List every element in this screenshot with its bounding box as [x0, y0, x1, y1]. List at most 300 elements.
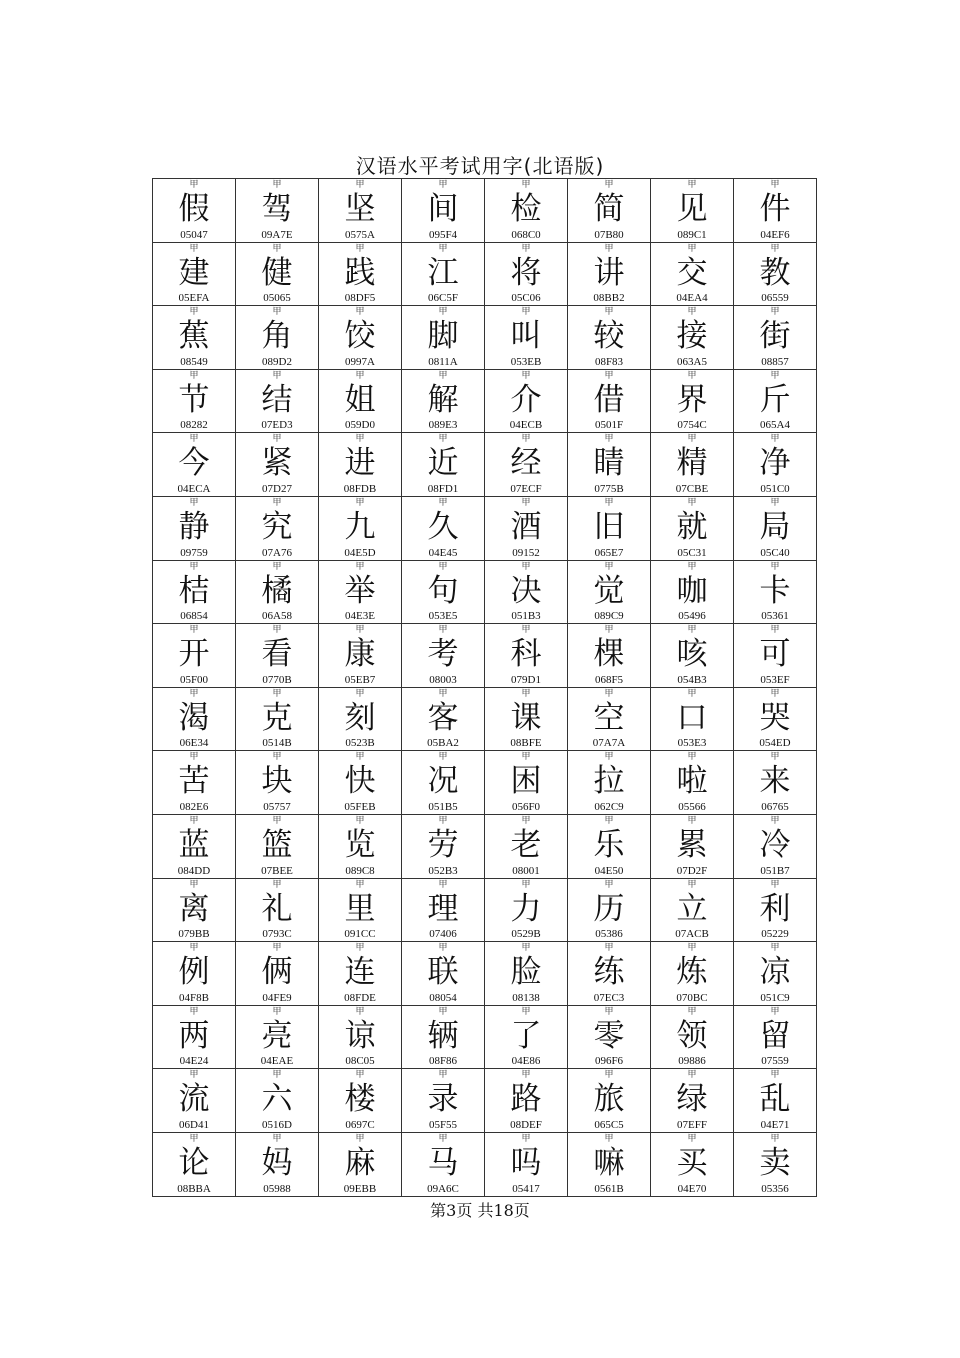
unicode-code: 05C06 [511, 292, 541, 305]
hanzi-character: 乱 [759, 1081, 791, 1118]
character-cell-content [402, 433, 484, 496]
character-cell-content [568, 879, 650, 942]
character-cell [485, 496, 568, 560]
character-cell-content [651, 688, 733, 751]
unicode-code: 0575A [345, 228, 375, 241]
hanzi-character: 况 [427, 763, 459, 800]
unicode-code: 08054 [429, 991, 457, 1004]
unicode-code: 0697C [345, 1118, 375, 1131]
character-cell-content [402, 751, 484, 814]
character-cell [402, 1069, 485, 1133]
level-mark: 甲 [604, 180, 614, 190]
table-row [153, 814, 817, 878]
character-cell [236, 814, 319, 878]
unicode-code: 07BEE [261, 864, 293, 877]
character-cell [485, 1005, 568, 1069]
character-cell [402, 942, 485, 1006]
unicode-code: 04E24 [179, 1055, 209, 1068]
unicode-code: 08DF5 [344, 292, 376, 305]
character-cell-content [734, 688, 816, 751]
character-cell [651, 1132, 734, 1196]
character-cell [153, 1069, 236, 1133]
character-cell-content [651, 370, 733, 433]
level-mark: 甲 [189, 1070, 199, 1081]
unicode-code: 08001 [512, 864, 540, 877]
character-cell [568, 560, 651, 624]
table-row [153, 242, 817, 306]
character-cell-content [236, 879, 318, 942]
character-cell-content [402, 942, 484, 1005]
level-mark: 甲 [189, 1006, 199, 1017]
character-cell [568, 1132, 651, 1196]
character-cell-content [319, 561, 401, 624]
level-mark: 甲 [521, 879, 531, 890]
character-cell-content [402, 179, 484, 242]
level-mark: 甲 [687, 370, 697, 381]
unicode-code: 079BB [178, 928, 210, 941]
level-mark: 甲 [521, 497, 531, 508]
character-cell-content [734, 243, 816, 306]
hanzi-character: 卡 [759, 572, 791, 609]
unicode-code: 08857 [761, 355, 789, 368]
character-cell [236, 1005, 319, 1069]
character-cell-content [153, 179, 235, 242]
character-cell-content [651, 624, 733, 687]
level-mark: 甲 [770, 307, 780, 318]
hanzi-character: 酒 [510, 508, 542, 545]
character-cell [734, 560, 817, 624]
level-mark: 甲 [687, 434, 697, 445]
character-cell-content [568, 370, 650, 433]
character-cell-content [236, 1069, 318, 1132]
hanzi-character: 亮 [261, 1017, 293, 1054]
character-cell-content [319, 942, 401, 1005]
level-mark: 甲 [687, 1070, 697, 1081]
hanzi-character: 离 [178, 890, 210, 927]
unicode-code: 07ACB [675, 928, 709, 941]
character-cell [568, 433, 651, 497]
hanzi-character: 空 [593, 699, 625, 736]
character-cell-content [402, 1006, 484, 1069]
level-mark: 甲 [521, 1070, 531, 1081]
level-mark: 甲 [438, 752, 448, 763]
level-mark: 甲 [355, 625, 365, 636]
level-mark: 甲 [189, 688, 199, 699]
character-cell [319, 814, 402, 878]
unicode-code: 08FDE [344, 991, 376, 1004]
character-cell [319, 179, 402, 243]
level-mark: 甲 [355, 561, 365, 572]
hanzi-character: 劳 [427, 826, 459, 863]
level-mark: 甲 [272, 1133, 282, 1144]
character-cell-content [402, 624, 484, 687]
unicode-code: 06D41 [179, 1118, 209, 1131]
level-mark: 甲 [521, 625, 531, 636]
character-cell [734, 814, 817, 878]
level-mark: 甲 [272, 625, 282, 636]
level-mark: 甲 [770, 497, 780, 508]
character-cell-content [651, 433, 733, 496]
unicode-code: 051B5 [428, 800, 458, 813]
character-cell-content [153, 751, 235, 814]
hanzi-character: 啦 [676, 763, 708, 800]
character-cell-content [319, 1069, 401, 1132]
character-cell-content [319, 815, 401, 878]
character-cell [734, 1005, 817, 1069]
unicode-code: 05F00 [179, 673, 209, 686]
level-mark: 甲 [189, 561, 199, 572]
character-cell-content [734, 306, 816, 369]
level-mark: 甲 [438, 815, 448, 826]
table-row [153, 751, 817, 815]
hanzi-character: 蓝 [178, 826, 210, 863]
character-cell [651, 624, 734, 688]
hanzi-character: 课 [510, 699, 542, 736]
character-cell [651, 878, 734, 942]
hanzi-character: 姐 [344, 381, 376, 418]
character-cell-content [651, 179, 733, 242]
hanzi-character: 解 [427, 381, 459, 418]
unicode-code: 05417 [512, 1182, 540, 1195]
character-cell-content [153, 497, 235, 560]
unicode-code: 0754C [677, 419, 707, 432]
character-cell [734, 179, 817, 243]
character-cell [485, 624, 568, 688]
level-mark: 甲 [355, 1070, 365, 1081]
unicode-code: 079D1 [511, 673, 541, 686]
character-cell-content [734, 1133, 816, 1196]
character-cell-content [734, 497, 816, 560]
character-cell-content [236, 561, 318, 624]
character-cell-content [485, 1133, 567, 1196]
character-cell-content [485, 243, 567, 306]
unicode-code: 0516D [262, 1118, 292, 1131]
unicode-code: 05988 [263, 1182, 291, 1195]
unicode-code: 05EB7 [344, 673, 376, 686]
level-mark: 甲 [272, 879, 282, 890]
character-cell [651, 306, 734, 370]
character-cell [236, 751, 319, 815]
unicode-code: 052B3 [428, 864, 458, 877]
hanzi-character: 坚 [344, 191, 376, 227]
level-mark: 甲 [189, 370, 199, 381]
unicode-code: 05361 [761, 610, 789, 623]
character-cell [485, 560, 568, 624]
hanzi-character: 见 [676, 191, 708, 227]
hanzi-character: 谅 [344, 1017, 376, 1054]
level-mark: 甲 [604, 815, 614, 826]
level-mark: 甲 [521, 434, 531, 445]
hanzi-character: 九 [344, 508, 376, 545]
character-cell [319, 369, 402, 433]
character-table-body [153, 179, 817, 1197]
character-cell [568, 751, 651, 815]
level-mark: 甲 [355, 943, 365, 954]
character-cell-content [236, 624, 318, 687]
character-cell-content [485, 1069, 567, 1132]
hanzi-character: 件 [759, 191, 791, 227]
character-cell [651, 687, 734, 751]
hanzi-character: 句 [427, 572, 459, 609]
unicode-code: 07ED3 [261, 419, 293, 432]
hanzi-character: 今 [178, 445, 210, 482]
hanzi-character: 教 [759, 254, 791, 291]
hanzi-character: 老 [510, 826, 542, 863]
character-cell [153, 942, 236, 1006]
hanzi-character: 康 [344, 636, 376, 673]
hanzi-character: 桔 [178, 572, 210, 609]
character-cell [568, 814, 651, 878]
level-mark: 甲 [604, 370, 614, 381]
character-cell-content [402, 561, 484, 624]
character-cell-content [485, 751, 567, 814]
table-row [153, 306, 817, 370]
character-cell-content [734, 370, 816, 433]
character-cell-content [319, 751, 401, 814]
character-cell-content [651, 879, 733, 942]
character-cell [734, 1132, 817, 1196]
hanzi-character: 礼 [261, 890, 293, 927]
character-cell [651, 179, 734, 243]
unicode-code: 08138 [512, 991, 540, 1004]
level-mark: 甲 [770, 815, 780, 826]
hanzi-character: 连 [344, 954, 376, 991]
level-mark: 甲 [189, 815, 199, 826]
character-cell-content [651, 1133, 733, 1196]
character-cell-content [568, 942, 650, 1005]
unicode-code: 09A7E [261, 228, 293, 241]
hanzi-character: 举 [344, 572, 376, 609]
character-cell-content [568, 815, 650, 878]
unicode-code: 05229 [761, 928, 789, 941]
level-mark: 甲 [687, 815, 697, 826]
character-cell-content [485, 497, 567, 560]
unicode-code: 059D0 [345, 419, 375, 432]
unicode-code: 08BBA [177, 1182, 211, 1195]
unicode-code: 089C9 [594, 610, 624, 623]
character-cell-content [734, 1069, 816, 1132]
level-mark: 甲 [604, 307, 614, 318]
level-mark: 甲 [604, 243, 614, 254]
character-cell [485, 306, 568, 370]
unicode-code: 0997A [345, 355, 375, 368]
hanzi-character: 饺 [344, 318, 376, 355]
character-cell [734, 878, 817, 942]
character-cell [402, 1005, 485, 1069]
character-cell-content [568, 1006, 650, 1069]
character-cell-content [651, 751, 733, 814]
character-cell-content [319, 433, 401, 496]
hanzi-character: 快 [344, 763, 376, 800]
character-cell [319, 306, 402, 370]
character-cell [734, 751, 817, 815]
hanzi-character: 路 [510, 1081, 542, 1118]
character-cell [734, 687, 817, 751]
unicode-code: 091CC [344, 928, 376, 941]
character-cell-content [734, 879, 816, 942]
level-mark: 甲 [272, 1006, 282, 1017]
character-cell-content [651, 942, 733, 1005]
hanzi-character: 嘛 [593, 1144, 625, 1181]
unicode-code: 0514B [262, 737, 292, 750]
character-cell [485, 1132, 568, 1196]
unicode-code: 051B3 [511, 610, 541, 623]
unicode-code: 053EB [510, 355, 542, 368]
unicode-code: 0775B [594, 482, 624, 495]
character-cell-content [319, 879, 401, 942]
hanzi-character: 界 [676, 381, 708, 418]
unicode-code: 08DEF [510, 1118, 542, 1131]
character-cell-content [485, 306, 567, 369]
level-mark: 甲 [189, 180, 199, 190]
unicode-code: 065C5 [594, 1118, 624, 1131]
character-cell [236, 496, 319, 560]
hanzi-character: 建 [178, 254, 210, 291]
level-mark: 甲 [438, 879, 448, 890]
character-cell-content [402, 879, 484, 942]
hanzi-character: 开 [178, 636, 210, 673]
character-cell [734, 433, 817, 497]
table-row [153, 687, 817, 751]
character-cell [236, 942, 319, 1006]
hanzi-character: 经 [510, 445, 542, 482]
character-cell-content [402, 1069, 484, 1132]
unicode-code: 07A76 [262, 546, 292, 559]
character-cell-content [402, 306, 484, 369]
level-mark: 甲 [438, 307, 448, 318]
character-cell [402, 306, 485, 370]
hanzi-character: 净 [759, 445, 791, 482]
character-cell [651, 369, 734, 433]
unicode-code: 062C9 [594, 800, 624, 813]
level-mark: 甲 [521, 1133, 531, 1144]
level-mark: 甲 [687, 1133, 697, 1144]
character-cell-content [651, 561, 733, 624]
unicode-code: 05FEB [344, 800, 376, 813]
table-row [153, 560, 817, 624]
level-mark: 甲 [770, 1006, 780, 1017]
level-mark: 甲 [189, 943, 199, 954]
hanzi-character: 旅 [593, 1081, 625, 1118]
unicode-code: 09A6C [427, 1182, 459, 1195]
unicode-code: 089C8 [345, 864, 375, 877]
unicode-code: 053EF [760, 673, 790, 686]
unicode-code: 04E70 [677, 1182, 707, 1195]
hanzi-character: 冷 [759, 826, 791, 863]
level-mark: 甲 [355, 815, 365, 826]
hanzi-character: 就 [676, 508, 708, 545]
character-cell-content [236, 179, 318, 242]
character-cell [568, 306, 651, 370]
level-mark: 甲 [438, 370, 448, 381]
hanzi-character: 接 [676, 318, 708, 355]
table-row [153, 433, 817, 497]
unicode-code: 054B3 [677, 673, 707, 686]
hanzi-character: 凉 [759, 954, 791, 991]
hanzi-character: 马 [427, 1144, 459, 1181]
level-mark: 甲 [355, 497, 365, 508]
unicode-code: 096F6 [594, 1055, 624, 1068]
level-mark: 甲 [189, 1133, 199, 1144]
hanzi-character: 累 [676, 826, 708, 863]
character-cell-content [734, 1006, 816, 1069]
hanzi-character: 领 [676, 1017, 708, 1054]
character-cell [568, 1005, 651, 1069]
level-mark: 甲 [355, 370, 365, 381]
level-mark: 甲 [604, 752, 614, 763]
unicode-code: 068C0 [511, 228, 541, 241]
hanzi-character: 渴 [178, 699, 210, 736]
level-mark: 甲 [438, 497, 448, 508]
hanzi-character: 节 [178, 381, 210, 418]
level-mark: 甲 [770, 434, 780, 445]
character-cell [402, 1132, 485, 1196]
hanzi-character: 街 [759, 318, 791, 355]
hanzi-character: 交 [676, 254, 708, 291]
unicode-code: 0561B [594, 1182, 624, 1195]
unicode-code: 06559 [761, 292, 789, 305]
character-cell [153, 687, 236, 751]
character-cell [402, 433, 485, 497]
character-cell [568, 496, 651, 560]
character-cell [402, 814, 485, 878]
unicode-code: 08C05 [345, 1055, 375, 1068]
unicode-code: 04E45 [428, 546, 458, 559]
character-cell-content [153, 815, 235, 878]
character-cell [734, 1069, 817, 1133]
unicode-code: 0501F [594, 419, 624, 432]
level-mark: 甲 [687, 943, 697, 954]
character-cell-content [485, 179, 567, 242]
character-cell-content [485, 815, 567, 878]
character-cell-content [568, 561, 650, 624]
level-mark: 甲 [604, 1006, 614, 1017]
hanzi-character: 紧 [261, 445, 293, 482]
unicode-code: 06E34 [179, 737, 209, 750]
character-cell-content [153, 942, 235, 1005]
character-cell-content [651, 243, 733, 306]
unicode-code: 07EC3 [593, 991, 625, 1004]
character-cell [485, 814, 568, 878]
character-cell [319, 878, 402, 942]
hanzi-character: 蕉 [178, 318, 210, 355]
character-cell [568, 369, 651, 433]
level-mark: 甲 [272, 180, 282, 190]
unicode-code: 056F0 [511, 800, 541, 813]
unicode-code: 07D27 [262, 482, 292, 495]
character-cell-content [485, 433, 567, 496]
hanzi-character: 将 [510, 254, 542, 291]
hanzi-character: 考 [427, 636, 459, 673]
hanzi-character: 卖 [759, 1144, 791, 1181]
hanzi-character: 了 [510, 1017, 542, 1054]
hanzi-character: 乐 [593, 826, 625, 863]
character-cell-content [236, 1006, 318, 1069]
unicode-code: 05496 [678, 610, 706, 623]
character-cell-content [153, 1006, 235, 1069]
character-cell-content [153, 433, 235, 496]
hanzi-character: 究 [261, 508, 293, 545]
level-mark: 甲 [355, 688, 365, 699]
character-cell [153, 433, 236, 497]
hanzi-character: 斤 [759, 381, 791, 418]
table-row [153, 179, 817, 243]
hanzi-character: 历 [593, 890, 625, 927]
unicode-code: 089D2 [262, 355, 292, 368]
level-mark: 甲 [770, 1133, 780, 1144]
level-mark: 甲 [189, 625, 199, 636]
table-row [153, 878, 817, 942]
